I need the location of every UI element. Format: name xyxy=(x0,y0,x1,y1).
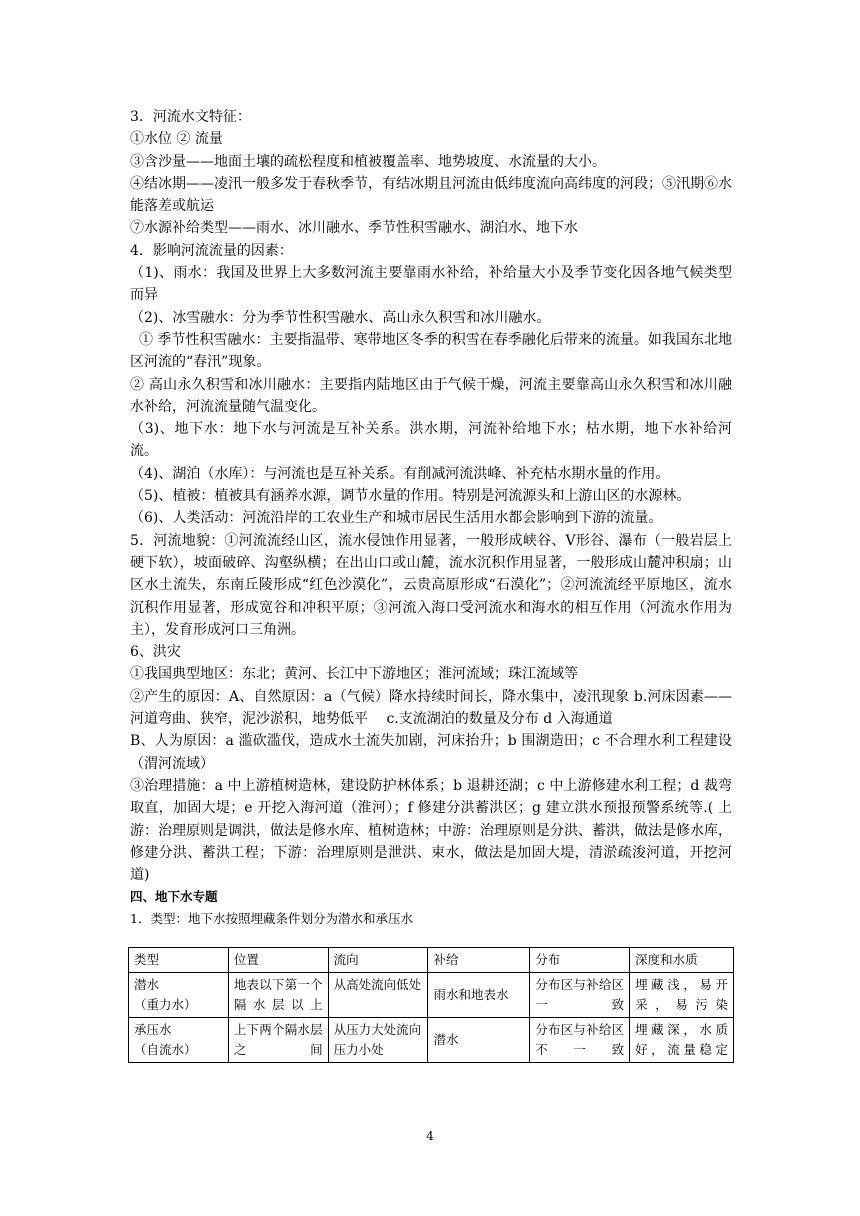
paragraph: ⑦水源补给类型——雨水、冰川融水、季节性积雪融水、湖泊水、地下水 xyxy=(130,220,578,237)
paragraph: ①水位 ② 流量 xyxy=(130,131,223,148)
table-cell: 从压力大处流向压力小处 xyxy=(328,1018,428,1063)
page-number: 4 xyxy=(426,1129,434,1143)
paragraph: ②产生的原因：A、自然原因：a（气候）降水持续时间长，降水集中，凌汛现象 b.河床因素——河道弯曲、狭窄，泥沙淤积，地势低平 c.支流湖泊的数量及分布 d 入海通道 xyxy=(130,688,732,728)
table-cell: 承压水 （自流水） xyxy=(129,1018,229,1063)
paragraph: （5)、植被：植被具有涵养水源，调节水量的作用。特别是河流源头和上游山区的水源林。 xyxy=(130,488,691,505)
table-header-cell: 类型 xyxy=(129,948,229,973)
paragraph: ①我国典型地区：东北；黄河、长江中下游地区；淮河流域；珠江流域等 xyxy=(130,666,578,683)
table-cell: 分布区与补给区不一致 xyxy=(530,1018,630,1063)
table-cell: 雨水和地表水 xyxy=(428,973,530,1018)
paragraph: B、人为原因：a 滥砍滥伐，造成水土流失加剧，河床抬升；b 围湖造田；c 不合理水利工程建设（渭河流域） xyxy=(130,733,732,772)
table-header-cell: 流向 xyxy=(328,948,428,973)
groundwater-table xyxy=(128,947,734,1063)
paragraph: （4)、湖泊（水库）：与河流也是互补关系。有削减河流洪峰、补充枯水期水量的作用。 xyxy=(130,465,670,482)
paragraph: 3．河流水文特征： xyxy=(130,109,251,125)
table-cell: 地表以下第一个隔水层以上 xyxy=(228,973,328,1018)
table-header-cell: 位置 xyxy=(228,948,328,973)
paragraph: （2)、冰雪融水：分为季节性积雪融水、高山永久积雪和冰川融水。 xyxy=(130,309,551,326)
table-header-cell: 补给 xyxy=(428,948,530,973)
paragraph: ③治理措施：a 中上游植树造林，建设防护林体系；b 退耕还湖；c 中上游修建水利工程；d 裁弯取直，加固大堤；e 开挖入海河道（淮河）；f 修建分洪蓄洪区；g 建立洪水预报预警系统等.( 上游：治理原则是调洪，做法是修水库、植树造林；中游：治理原则是分洪、蓄洪，做法是修水库，修建分洪、蓄洪工程；下游：治理原则是泄洪、束水，做法是加固大堤，清淤疏浚河道，开挖河道) xyxy=(130,777,732,884)
table-header-cell: 深度和水质 xyxy=(630,948,734,973)
table-cell: 分布区与补给区一致 xyxy=(530,973,630,1018)
table-cell: 上下两个隔水层之间 xyxy=(228,1018,328,1063)
table-row xyxy=(129,1018,734,1063)
table-cell: 潜水 （重力水） xyxy=(129,973,229,1018)
paragraph: ② 高山永久积雪和冰川融水：主要指内陆地区由于气候干燥，河流主要靠高山永久积雪和冰川融水补给，河流流量随气温变化。 xyxy=(130,376,732,415)
table-row xyxy=(129,973,734,1018)
section-heading: 四、地下水专题 xyxy=(130,889,218,905)
paragraph: ① 季节性积雪融水：主要指温带、寒带地区冬季的积雪在春季融化后带来的流量。如我国东北地区河流的“春汛”现象。 xyxy=(130,331,732,371)
paragraph: （1)、雨水：我国及世界上大多数河流主要靠雨水补给，补给量大小及季节变化因各地气候类型而异 xyxy=(130,265,732,304)
paragraph: ④结冰期——凌汛一般多发于春秋季节，有结冰期且河流由低纬度流向高纬度的河段；⑤汛期⑥水能落差或航运 xyxy=(130,175,732,215)
paragraph: （3)、地下水：地下水与河流是互补关系。洪水期，河流补给地下水；枯水期，地下水补给河流。 xyxy=(130,421,732,460)
table-cell: 从高处流向低处 xyxy=(328,973,428,1018)
table-cell: 潜水 xyxy=(428,1018,530,1063)
table-header-row xyxy=(129,948,734,973)
paragraph: 6、洪灾 xyxy=(130,644,181,661)
section-subtitle: 1．类型：地下水按照埋藏条件划分为潜水和承压水 xyxy=(130,911,413,927)
paragraph: （6)、人类活动：河流沿岸的工农业生产和城市居民生活用水都会影响到下游的流量。 xyxy=(130,510,663,527)
table-header-cell: 分布 xyxy=(530,948,630,973)
table-cell: 埋藏浅，易开采，易污染 xyxy=(630,973,734,1018)
paragraph: ③含沙量——地面土壤的疏松程度和植被覆盖率、地势坡度、水流量的大小。 xyxy=(130,153,606,170)
paragraph: 4．影响河流流量的因素： xyxy=(130,242,293,259)
table-cell: 埋藏深，水质好，流量稳定 xyxy=(630,1018,734,1063)
body-text xyxy=(130,106,732,930)
paragraph: 5．河流地貌：①河流流经山区，流水侵蚀作用显著，一般形成峡谷、V形谷、瀑布（一般岩层上硬下软），坡面破碎、沟壑纵横；在出山口或山麓，流水沉积作用显著，一般形成山麓冲积扇；山区水土流失，东南丘陵形成“红色沙漠化”，云贵高原形成“石漠化”；②河流流经平原地区，流水沉积作用显著，形成宽谷和冲积平原；③河流入海口受河流水和海水的相互作用（河流水作用为主），发育形成河口三角洲。 xyxy=(130,532,732,638)
